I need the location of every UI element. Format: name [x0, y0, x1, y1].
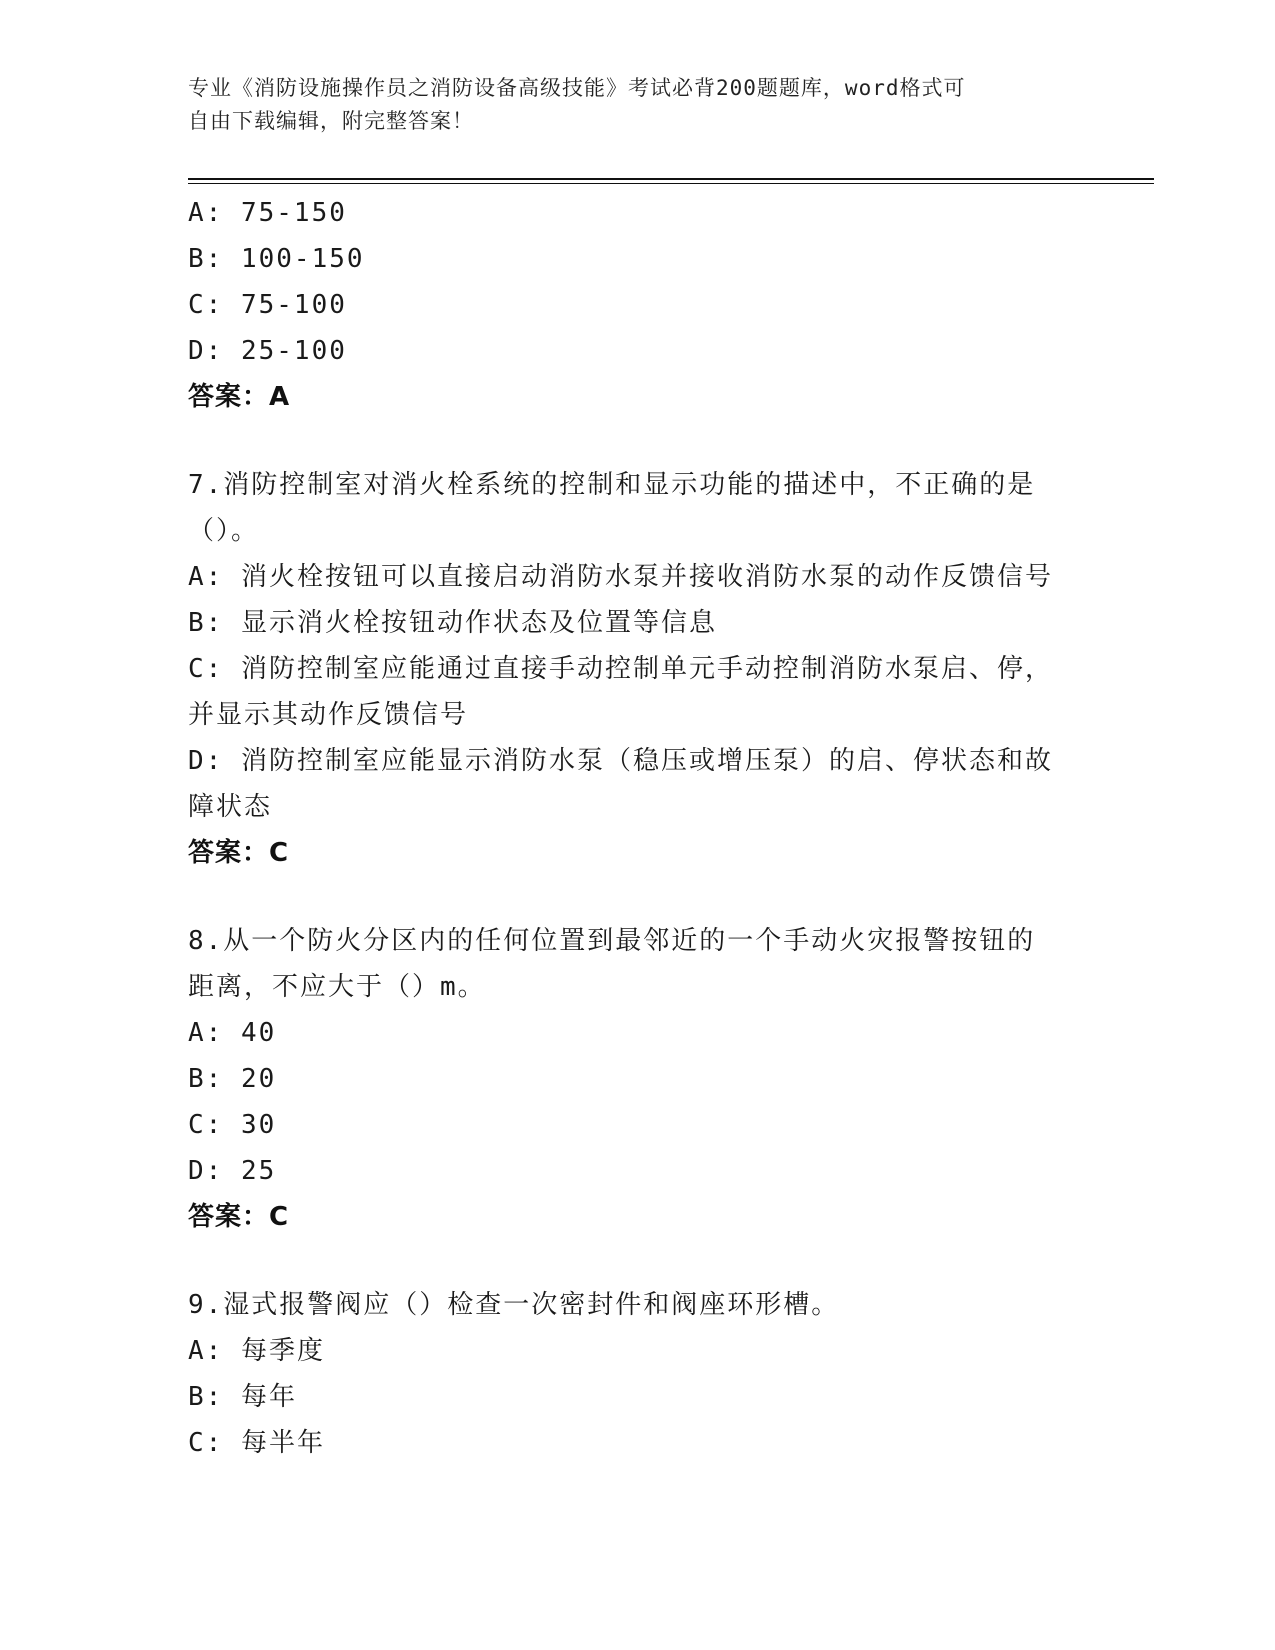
- question-list: [188, 190, 1088, 1466]
- option-a: A: 40: [188, 1018, 277, 1048]
- option-a: A: 75-150: [188, 198, 347, 228]
- option-c: C: 75-100: [188, 290, 347, 320]
- option-b: B: 20: [188, 1064, 277, 1094]
- option-b: B: 显示消火栓按钮动作状态及位置等信息: [188, 608, 717, 638]
- question-8: [188, 918, 1088, 1240]
- question-stem-line: 8.从一个防火分区内的任何位置到最邻近的一个手动火灾报警按钮的: [188, 926, 1036, 956]
- question-stem-line: 距离，不应大于（）m。: [188, 972, 486, 1002]
- question-7: [188, 462, 1088, 876]
- answer-line: 答案：C: [188, 838, 290, 868]
- header-line-2: 自由下载编辑，附完整答案！: [188, 109, 474, 133]
- answer-line: 答案：A: [188, 382, 291, 412]
- header-line-1: 专业《消防设施操作员之消防设备高级技能》考试必背200题题库，word格式可: [188, 76, 966, 100]
- document-header: [188, 72, 1078, 138]
- header-rule-thick: [188, 178, 1154, 180]
- spacer: [188, 420, 1088, 462]
- option-c: C: 每半年: [188, 1428, 325, 1458]
- option-d: D: 消防控制室应能显示消防水泵（稳压或增压泵）的启、停状态和故: [188, 746, 1053, 776]
- question-stem-line: 7.消防控制室对消火栓系统的控制和显示功能的描述中，不正确的是: [188, 470, 1036, 500]
- option-c-continued: 并显示其动作反馈信号: [188, 700, 469, 730]
- option-c: C: 消防控制室应能通过直接手动控制单元手动控制消防水泵启、停，: [188, 654, 1053, 684]
- carryover-block: [188, 190, 1088, 420]
- option-b: B: 100-150: [188, 244, 365, 274]
- answer-line: 答案：C: [188, 1202, 290, 1232]
- header-rule-thin: [188, 183, 1154, 184]
- question-stem-line: （）。: [188, 516, 260, 546]
- option-a: A: 每季度: [188, 1336, 325, 1366]
- question-9: [188, 1282, 1088, 1466]
- option-d: D: 25-100: [188, 336, 347, 366]
- spacer: [188, 876, 1088, 918]
- option-c: C: 30: [188, 1110, 277, 1140]
- option-a: A: 消火栓按钮可以直接启动消防水泵并接收消防水泵的动作反馈信号: [188, 562, 1053, 592]
- question-stem-line: 9.湿式报警阀应（）检查一次密封件和阀座环形槽。: [188, 1290, 840, 1320]
- option-d: D: 25: [188, 1156, 277, 1186]
- spacer: [188, 1240, 1088, 1282]
- option-b: B: 每年: [188, 1382, 297, 1412]
- option-d-continued: 障状态: [188, 792, 273, 822]
